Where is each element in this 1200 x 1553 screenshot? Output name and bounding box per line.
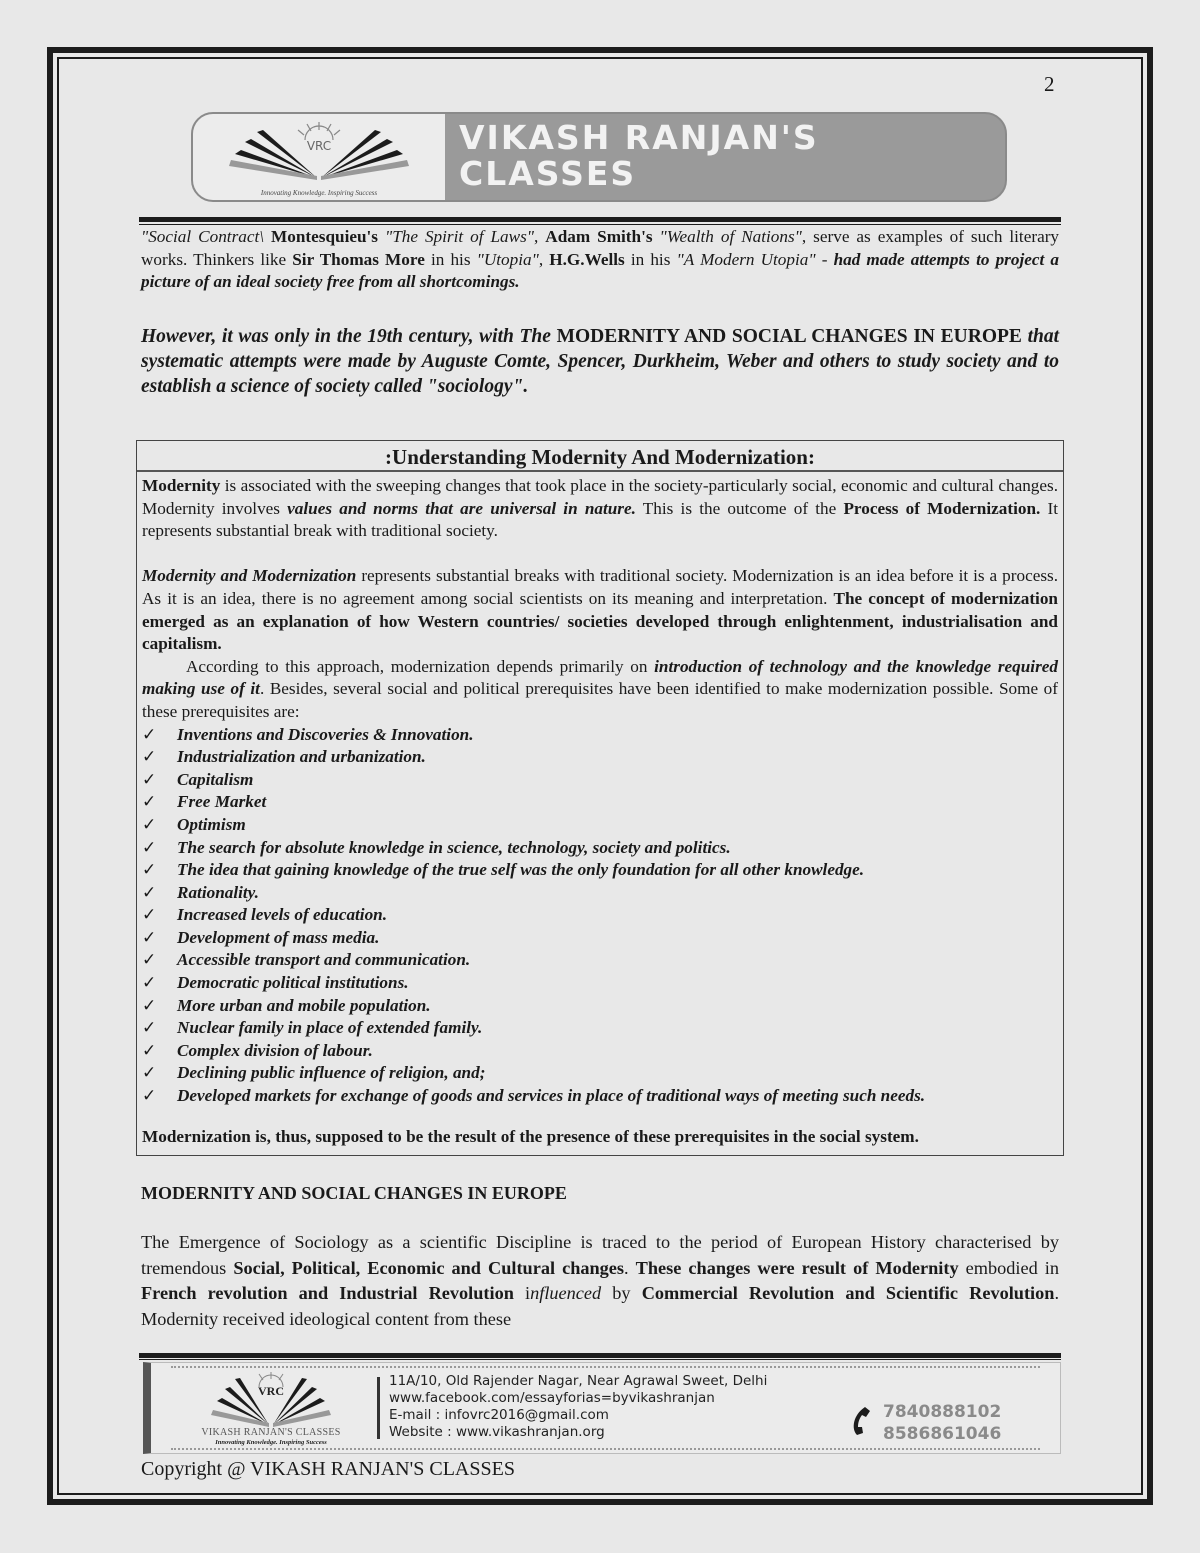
prerequisite-text: Industrialization and urbanization. <box>177 747 426 767</box>
box-paragraph-1 <box>142 475 1058 543</box>
text-run: Modernity and Modernization <box>142 566 357 586</box>
box-paragraph-2 <box>142 565 1058 655</box>
prerequisite-text: Free Market <box>177 792 267 812</box>
checkmark-icon: ✓ <box>142 1086 157 1106</box>
box-title: :Understanding Modernity And Modernization: <box>137 441 1063 472</box>
section-paragraph-1 <box>141 1230 1059 1332</box>
text-run: This is the outcome of the <box>635 498 844 518</box>
prerequisite-text: Optimism <box>177 814 246 834</box>
prerequisite-text: More urban and mobile population. <box>177 995 431 1015</box>
text-run: . Besides, several social and political prerequisites have been identified to make modernization possible. Some of these prerequisites are: <box>142 679 1058 721</box>
prerequisite-item <box>142 927 1058 950</box>
prerequisite-text: The search for absolute knowledge in science, technology, society and politics. <box>177 837 731 857</box>
header-logo <box>193 114 445 200</box>
text-run: Adam Smith's <box>545 227 660 246</box>
checkmark-icon: ✓ <box>142 814 157 834</box>
prerequisite-item <box>142 724 1058 747</box>
checkmark-icon: ✓ <box>142 860 157 880</box>
text-run: According to this approach, modernization depends primarily on <box>186 656 655 676</box>
prerequisite-text: Declining public influence of religion, and; <box>177 1063 486 1083</box>
prerequisite-text: Capitalism <box>177 769 254 789</box>
intro-paragraph-1 <box>141 226 1059 294</box>
footer-logo <box>191 1369 351 1449</box>
footer-facebook-link[interactable]: www.facebook.com/essayforias=byvikashranjan <box>389 1390 715 1406</box>
text-run: nfluenced <box>530 1283 602 1303</box>
text-run: Montesquieu's <box>271 227 385 246</box>
text-run: French revolution and Industrial Revolution <box>141 1283 514 1303</box>
text-run: had made attempts to project a picture of an ideal society free from all shortcomings. <box>141 249 1059 292</box>
checkmark-icon: ✓ <box>142 747 157 767</box>
copyright-notice: Copyright @ VIKASH RANJAN'S CLASSES <box>141 1458 515 1480</box>
prerequisite-item <box>142 904 1058 927</box>
modernity-box <box>136 440 1064 1156</box>
prerequisite-item <box>142 814 1058 837</box>
footer-logo-name: VIKASH RANJAN'S CLASSES <box>201 1427 341 1438</box>
text-run: "Social Contract\ <box>141 227 272 246</box>
text-run: However, it was only in the 19th century, with The <box>141 326 557 347</box>
checkmark-icon: ✓ <box>142 973 157 993</box>
checkmark-icon: ✓ <box>142 950 157 970</box>
checkmark-icon: ✓ <box>142 1018 157 1038</box>
text-run: . <box>624 1257 636 1278</box>
text-run: H.G.Wells <box>549 249 625 269</box>
header-title <box>445 114 1005 200</box>
phone-icon <box>849 1405 873 1437</box>
footer-book-logo-icon <box>191 1369 351 1429</box>
footer-rule-thin <box>139 1359 1061 1360</box>
prerequisite-text: Developed markets for exchange of goods and services in place of traditional ways of meeting such needs. <box>177 1086 926 1106</box>
text-run: "The Spirit of Laws" <box>384 227 535 246</box>
text-run: It represents substantial break with traditional society. <box>142 498 1058 541</box>
prerequisite-text: Increased levels of education. <box>177 905 388 925</box>
footer-rule-thick <box>139 1353 1061 1358</box>
svg-text:VRC: VRC <box>258 1384 284 1398</box>
text-run: Process of Modernization. <box>843 498 1041 518</box>
text-run: Social, Political, Economic and Cultural changes <box>233 1257 625 1278</box>
header-banner <box>191 112 1007 202</box>
phone-number-2[interactable]: 8586861046 <box>883 1424 1002 1444</box>
prerequisite-item <box>142 1085 1058 1108</box>
text-run: in his <box>424 249 477 269</box>
text-run: "Wealth of Nations" <box>659 227 802 246</box>
footer-website-link[interactable]: Website : www.vikashranjan.org <box>389 1424 605 1440</box>
checkmark-icon: ✓ <box>142 882 157 902</box>
prerequisite-item <box>142 995 1058 1018</box>
prerequisite-text: Nuclear family in place of extended family. <box>177 1018 483 1038</box>
text-run: by <box>601 1283 642 1303</box>
prerequisite-item <box>142 791 1058 814</box>
page-number: 2 <box>1044 72 1055 96</box>
text-run: Modernity <box>142 476 221 495</box>
checkmark-icon: ✓ <box>142 792 157 812</box>
prerequisite-item <box>142 746 1058 769</box>
checkmark-icon: ✓ <box>142 927 157 947</box>
text-run: embodied in <box>958 1257 1060 1278</box>
prerequisite-text: Inventions and Discoveries & Innovation. <box>177 724 474 744</box>
prerequisite-item <box>142 769 1058 792</box>
checkmark-icon: ✓ <box>142 837 157 857</box>
checkmark-icon: ✓ <box>142 724 157 744</box>
prerequisite-text: Democratic political institutions. <box>177 973 409 993</box>
intro-paragraph-2 <box>141 324 1059 399</box>
header-title-line1: VIKASH RANJAN'S <box>459 118 819 157</box>
footer-contact-box <box>143 1362 1061 1454</box>
text-run: , <box>538 249 550 269</box>
footer-logo-tagline: Innovating Knowledge. Inspiring Success <box>215 1439 327 1446</box>
prerequisite-item <box>142 859 1058 882</box>
text-run: is associated with the sweeping changes that took place in the society-particularly social, economic and cultural changes. Modernity involves <box>142 476 1058 518</box>
text-run: MODERNITY AND SOCIAL CHANGES IN EUROPE <box>556 326 1022 347</box>
text-run: "A Modern Utopia" <box>676 249 816 269</box>
footer-phone-numbers <box>883 1401 1001 1445</box>
text-run: values and norms that are universal in nature. <box>287 498 636 518</box>
prerequisite-item <box>142 1040 1058 1063</box>
section-heading: MODERNITY AND SOCIAL CHANGES IN EUROPE <box>141 1183 567 1203</box>
prerequisite-item <box>142 1062 1058 1085</box>
text-run: i <box>513 1283 531 1303</box>
box-paragraph-3 <box>142 656 1058 724</box>
prerequisite-text: Rationality. <box>177 882 259 902</box>
checkmark-icon: ✓ <box>142 1063 157 1083</box>
text-run: , serve as examples of such literary works. Thinkers like <box>141 227 1060 269</box>
checkmark-icon: ✓ <box>142 769 157 789</box>
header-rule-thick <box>139 217 1061 222</box>
text-run: "Utopia" <box>476 249 539 269</box>
text-run: in his <box>624 249 677 269</box>
footer-divider <box>377 1377 380 1439</box>
prerequisite-text: Complex division of labour. <box>177 1040 373 1060</box>
prerequisite-item <box>142 882 1058 905</box>
box-body <box>137 472 1063 1148</box>
prerequisite-item <box>142 972 1058 995</box>
text-run: that systematic attempts were made by Auguste Comte, Spencer, Durkheim, Weber and others to study society and to establish a science of society called "sociology". <box>141 326 1059 397</box>
checkmark-icon: ✓ <box>142 1040 157 1060</box>
box-conclusion: Modernization is, thus, supposed to be the result of the presence of these prerequisites in the social system. <box>142 1126 919 1146</box>
text-run: The concept of modernization emerged as an explanation of how Western countries/ societies developed through enlightenment, industrialisation and capitalism. <box>142 588 1058 654</box>
header-title-line2: CLASSES <box>459 154 637 193</box>
open-book-logo-icon <box>207 116 432 186</box>
prerequisite-text: Accessible transport and communication. <box>177 950 471 970</box>
text-run: represents substantial breaks with traditional society. Modernization is an idea before it is a process. As it is an idea, there is no agreement among social scientists on its meaning and interpretation. <box>142 566 1058 608</box>
phone-number-1[interactable]: 7840888102 <box>883 1402 1002 1422</box>
prerequisites-list <box>142 724 1058 1108</box>
prerequisite-item <box>142 949 1058 972</box>
checkmark-icon: ✓ <box>142 995 157 1015</box>
footer-contact-info <box>389 1373 767 1441</box>
text-run: Commercial Revolution and Scientific Revolution <box>641 1283 1055 1303</box>
prerequisite-item <box>142 1017 1058 1040</box>
text-run: . Modernity received ideological content from these <box>141 1283 1060 1329</box>
prerequisite-text: The idea that gaining knowledge of the true self was the only foundation for all other knowledge. <box>177 860 865 880</box>
text-run: Sir Thomas More <box>292 249 425 269</box>
footer-address: 11A/10, Old Rajender Nagar, Near Agrawal Sweet, Delhi <box>389 1373 768 1389</box>
svg-text:VRC: VRC <box>306 139 332 153</box>
text-run: - <box>815 249 834 269</box>
prerequisite-text: Development of mass media. <box>177 927 380 947</box>
text-run: The Emergence of Sociology as a scientific Discipline is traced to the period of European History characterised by tremendous <box>141 1232 1059 1278</box>
header-rule-thin <box>139 224 1061 225</box>
text-run: , <box>534 227 546 246</box>
checkmark-icon: ✓ <box>142 905 157 925</box>
text-run: These changes were result of Modernity <box>635 1257 959 1278</box>
footer-email[interactable]: E-mail : infovrc2016@gmail.com <box>389 1407 609 1423</box>
header-tagline: Innovating Knowledge. Inspiring Success <box>260 189 378 197</box>
prerequisite-item <box>142 837 1058 860</box>
text-run: introduction of technology and the knowledge required making use of it <box>142 656 1058 699</box>
